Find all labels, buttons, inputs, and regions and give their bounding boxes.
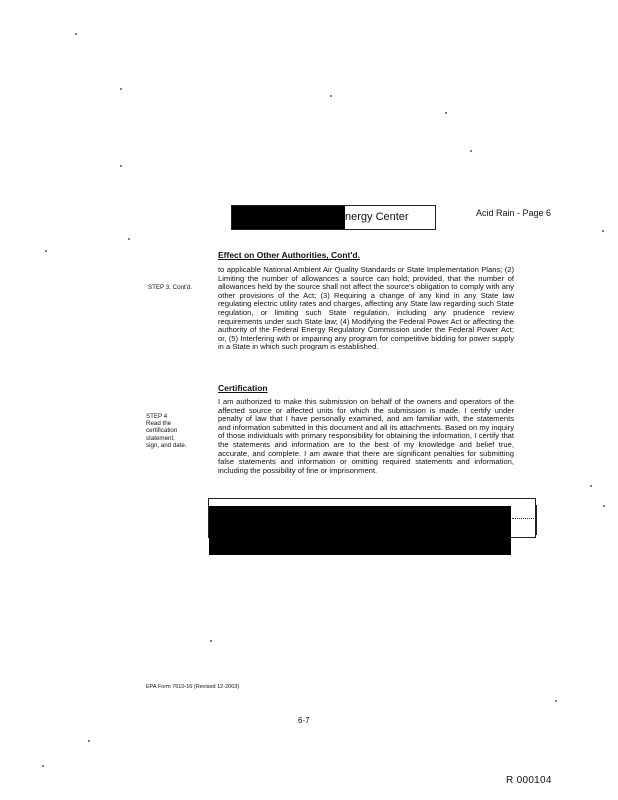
scan-speck [470, 150, 472, 152]
step-4-side-label [146, 413, 187, 449]
page-label: Acid Rain - Page 6 [476, 208, 552, 218]
step-4-line: Read the [146, 420, 172, 428]
scan-speck [75, 33, 77, 35]
signature-redaction-block [209, 506, 511, 555]
scan-speck [128, 238, 130, 240]
step-4-line: STEP 4 [146, 413, 168, 420]
bates-number: R 000104 [506, 775, 552, 786]
scan-speck [120, 88, 122, 90]
scan-speck [445, 112, 447, 114]
scan-speck [88, 740, 90, 742]
effect-section-title: Effect on Other Authorities, Cont'd. [218, 250, 360, 260]
redaction-block [232, 206, 345, 229]
form-id: EPA Form 7610-16 (Revised 12-2003) [146, 684, 240, 690]
step-4-line: sign, and date. [146, 441, 187, 449]
step-4-line: certification [146, 427, 178, 435]
scan-speck [42, 765, 44, 767]
step-4-line: statement, [146, 434, 175, 442]
scan-speck [590, 485, 592, 487]
scan-speck [45, 250, 47, 252]
certification-paragraph: I am authorized to make this submission on behalf of the owners and operators of the affected source or affected units for which the submission is made. I certify under penalty of law that I have personally examined, and am familiar with, the statements and information submitted in this document and all its attachments. Based on my inquiry of those individuals with primary responsibility for obtaining the information, I certify that the statements and information are to the best of my knowledge and belief true, accurate, and complete. I am aware that there are significant penalties for submitting false statements and information or omitting required statements and information, including the possibility of fine or imprisonment. [218, 397, 514, 475]
certification-title: Certification [218, 383, 268, 393]
scan-speck [210, 640, 212, 642]
effect-paragraph: to applicable National Ambient Air Quality Standards or State Implementation Plans; (2) Limiting the number of allowances a source can hold; provided, that the number of allowances held by the source shall not affect the source's obligation to comply with any other provisions of the Act; (3) Requiring a change of any kind in any State law regulating electric utility rates and charges, affecting any State law regarding such State regulation, or limiting such State regulation, including any prudence review requirements under such State law; (4) Modifying the Federal Power Act or affecting the authority of the Federal Energy Regulatory Commission under the Federal Power Act; or, (5) Interfering with or impairing any program for competitive bidding for power supply in a State in which such program is established. [218, 265, 514, 352]
scan-speck [602, 230, 604, 232]
scan-speck [555, 700, 557, 702]
scan-speck [120, 165, 122, 167]
signature-box-bracket [530, 505, 537, 535]
signature-dotted-line [512, 518, 534, 519]
scan-speck [330, 95, 332, 97]
facility-name-text: nergy Center [345, 211, 409, 223]
scan-speck [603, 505, 605, 507]
page-number: 6-7 [298, 716, 310, 725]
step-3-side-label: STEP 3, Cont'd. [148, 284, 193, 291]
